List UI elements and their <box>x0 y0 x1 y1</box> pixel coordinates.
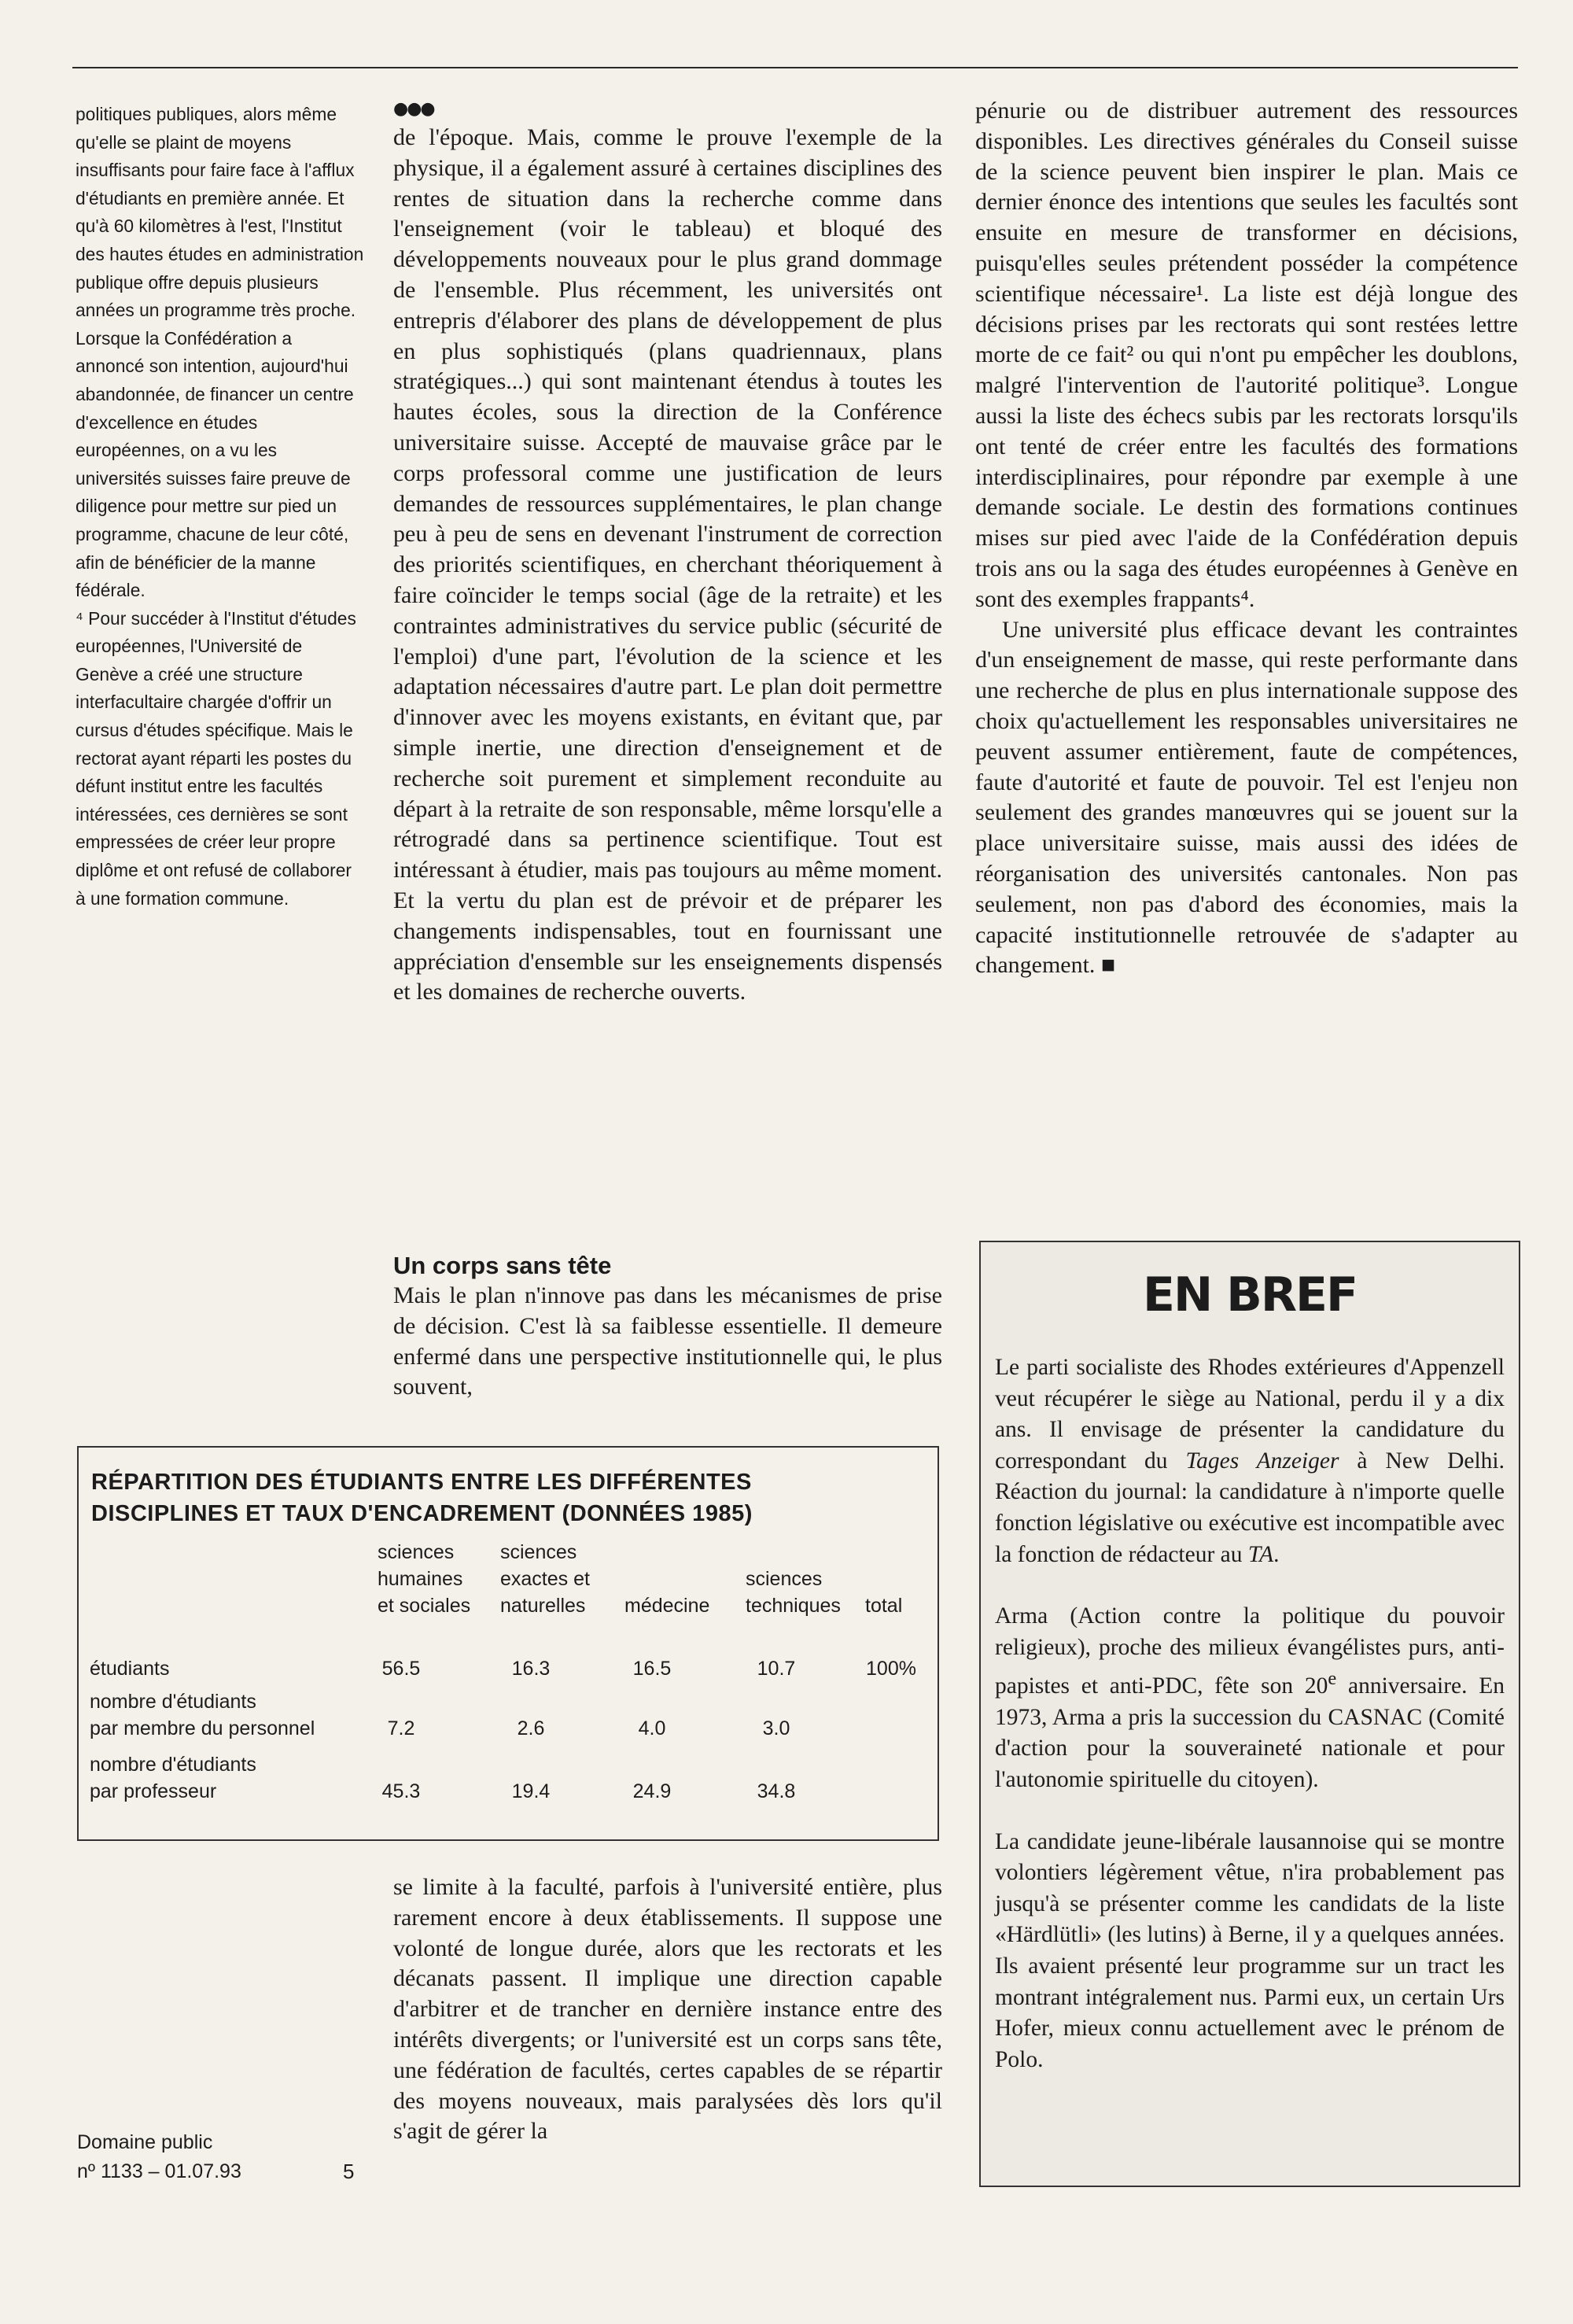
column-header: sciences exactes et naturelles <box>500 1541 590 1617</box>
column-header: médecine <box>624 1595 710 1617</box>
en-bref-box <box>979 1241 1520 2187</box>
sidebar-paragraph: politiques publiques, alors même qu'elle se plaint de moyens insuffisants pour faire face à l'afflux d'étudiants en première année. Et qu'à 60 kilomètres à l'est, l'Institut des hautes études en administration publique offre depuis plusieurs années un programme très proche. <box>76 104 364 321</box>
column-header: sciences techniques <box>746 1568 841 1617</box>
brief-item: Arma (Action contre la politique du pouvoir religieux), proche des milieux évangélistes purs, anti-papistes et anti-PDC, fête son 20e anniversaire. En 1973, Arma a pris la succession du CASNAC (Comité d'action pour la souveraineté nationale et pour l'autonomie spirituelle du citoyen). <box>995 1603 1505 1792</box>
en-bref-items <box>995 1352 1505 2106</box>
table-cell: 7.2 <box>387 1717 415 1739</box>
table-cell: 56.5 <box>381 1658 421 1680</box>
continuation-dots: ●●● <box>393 99 434 119</box>
en-bref-title: EN BREF <box>1143 1267 1357 1322</box>
publication-name: Domaine public <box>77 2131 213 2153</box>
sidebar-notes <box>76 101 365 913</box>
table-cell: 2.6 <box>517 1717 545 1739</box>
table-cell: 34.8 <box>757 1780 796 1802</box>
row-label: nombre d'étudiants par membre du personnel <box>90 1691 315 1739</box>
data-table <box>77 1446 939 1841</box>
column-2-top <box>393 96 942 1008</box>
body-paragraph: pénurie ou de distribuer autrement des ressources disponibles. Les directives générales du Conseil suisse de la science peuvent bien inspirer le plan. Mais ce dernier énonce des intentions que seules les facultés sont ensuite en mesure de transformer en décisions, puisqu'elles seules prétendent posséder la compétence scientifique nécessaire¹. La liste est déjà longue des décisions prises par les rectorats qui sont restées lettre morte de ce fait² ou qui n'ont pu empêcher les doublons, malgré l'intervention de l'autorité politique³. Longue aussi la liste des échecs subis par les rectorats lorsqu'ils ont tenté de créer entre les facultés des formations interdisciplinaires, pour répondre par exemple à une demande sociale. Le destin des formations continues mises sur pied avec l'aide de la Confédération depuis trois ans ou la saga des études européennes à Genève en sont des exemples frappants⁴. <box>975 98 1518 612</box>
table-cell: 10.7 <box>757 1658 796 1680</box>
body-paragraph: Mais le plan n'innove pas dans les mécanismes de prise de décision. C'est là sa faiblesse essentielle. Il demeure enfermé dans une perspective institutionnelle qui, le plus souvent, <box>393 1282 942 1400</box>
page-number: 5 <box>343 2160 355 2183</box>
table-cell: 16.5 <box>632 1658 672 1680</box>
table-cell: 19.4 <box>511 1780 551 1802</box>
issue-number: nº 1133 – 01.07.93 <box>77 2160 241 2182</box>
row-label: nombre d'étudiants par professeur <box>90 1754 256 1802</box>
column-header: total <box>865 1595 903 1617</box>
brief-item: La candidate jeune-libérale lausannoise qui se montre volontiers légèrement vêtue, n'ira probablement pas jusqu'à se présenter comme les candidats de la liste «Härdlütli» (les lutins) à Berne, il y a quelques années. Ils avaient présenté leur programme sur un tract les montrant intégralement nus. Parmi eux, un certain Urs Hofer, mieux connu actuellement avec le prénom de Polo. <box>995 1828 1505 2072</box>
sidebar-paragraph: Lorsque la Confédération a annoncé son intention, aujourd'hui abandonnée, de financer un centre d'excellence en études européennes, on a vu les universités suisses faire preuve de diligence pour mettre sur pied un programme, chacune de leur côté, afin de bénéficier de la manne fédérale. <box>76 327 354 601</box>
column-header: sciences humaines et sociales <box>378 1541 471 1617</box>
body-paragraph: de l'époque. Mais, comme le prouve l'exemple de la physique, il a également assuré à certaines disciplines des rentes de situation dans la recherche comme dans l'enseignement (voir le tableau) et bloqué des développements nouveaux pour le plus grand dommage de l'ensemble. Plus récemment, les universités ont entrepris d'élaborer des plans de développement de plus en plus sophistiqués (plans quadriennaux, plans stratégiques...) qui sont maintenant étendus à toutes les hautes écoles, sous la direction de la Conférence universitaire suisse. Accepté de mauvaise grâce par le corps professoral comme une justification de leurs demandes de ressources supplémentaires, le plan change peu à peu de sens en devenant l'instrument de correction des priorités scientifiques, en cherchant théoriquement à faire coïncider le temps social (âge de la retraite) et les contraintes administratives du service public (sécurité de l'emploi) d'une part, l'évolution de la science et les adaptation nécessaires d'autre part. Le plan doit permettre d'innover avec les moyens existants, en évitant que, par simple inertie, une direction d'enseignement et de recherche soit purement et simplement reconduite au départ à la retraite de son responsable, même lorsqu'elle a rétrogradé dans sa pertinence scientifique. Tout est intéressant à étudier, mais pas toujours au même moment. Et la vertu du plan est de prévoir et de préparer les changements indispensables, tout en fournissant une appréciation d'ensemble sur les enseignements dispensés et les domaines de recherche ouverts. <box>393 124 942 1005</box>
table-cell: 45.3 <box>381 1780 421 1802</box>
section-heading: Un corps sans tête <box>393 1252 612 1279</box>
footer-publication <box>77 2128 241 2186</box>
column-3 <box>975 96 1518 981</box>
table-cell: 24.9 <box>632 1780 672 1802</box>
top-rule <box>72 67 1518 68</box>
table-cell: 3.0 <box>762 1717 790 1739</box>
table-cell: 16.3 <box>511 1658 551 1680</box>
table-cell: 4.0 <box>638 1717 666 1739</box>
column-2-middle <box>393 1281 942 1403</box>
table-title: RÉPARTITION DES ÉTUDIANTS ENTRE LES DIFFÉRENTES DISCIPLINES ET TAUX D'ENCADREMENT (DONNÉES 1985) <box>91 1470 753 1526</box>
table-cell: 100% <box>866 1658 916 1680</box>
body-paragraph: Une université plus efficace devant les contraintes d'un enseignement de masse, qui reste performante dans une recherche de plus en plus internationale suppose des choix qu'actuellement les responsables universitaires ne peuvent assumer entièrement, faute de compétences, faute d'autorité et faute de pouvoir. Tel est l'enjeu non seulement des grandes manœuvres qui se jouent sur la place universitaire suisse, mais aussi des idées de réorganisation des universités cantonales. Non pas seulement, non pas d'abord des économies, mais la capacité institutionnelle retrouvée de s'adapter au changement. ■ <box>975 616 1518 979</box>
footnote-4: ⁴ Pour succéder à l'Institut d'études européennes, l'Université de Genève a créé une structure interfacultaire chargée d'offrir un cursus d'études spécifique. Mais le rectorat ayant réparti les postes du défunt institut entre les facultés intéressées, ces dernières se sont empressées de créer leur propre diplôme et ont refusé de collaborer à une formation commune. <box>76 607 356 909</box>
brief-item: Le parti socialiste des Rhodes extérieures d'Appenzell veut récupérer le siège au National, perdu il y a dix ans. Il envisage de présenter la candidature du correspondant du Tages Anzeiger à New Delhi. Réaction du journal: la candidature à n'importe quelle fonction législative ou exécutive est incompatible avec la fonction de rédacteur au TA. <box>995 1355 1505 1567</box>
body-paragraph: se limite à la faculté, parfois à l'université entière, plus rarement encore à deux établissements. Il suppose une volonté de longue durée, alors que les rectorats et les décanats passent. Il implique une direction capable d'arbitrer et de trancher en dernière instance entre des intérêts divergents; or l'université est un corps sans tête, une fédération de facultés, certes capables de se répartir des moyens nouveaux, mais paralysées dès lors qu'il s'agit de gérer la <box>393 1874 942 2145</box>
row-label: étudiants <box>90 1658 170 1680</box>
column-2-bottom <box>393 1872 942 2147</box>
